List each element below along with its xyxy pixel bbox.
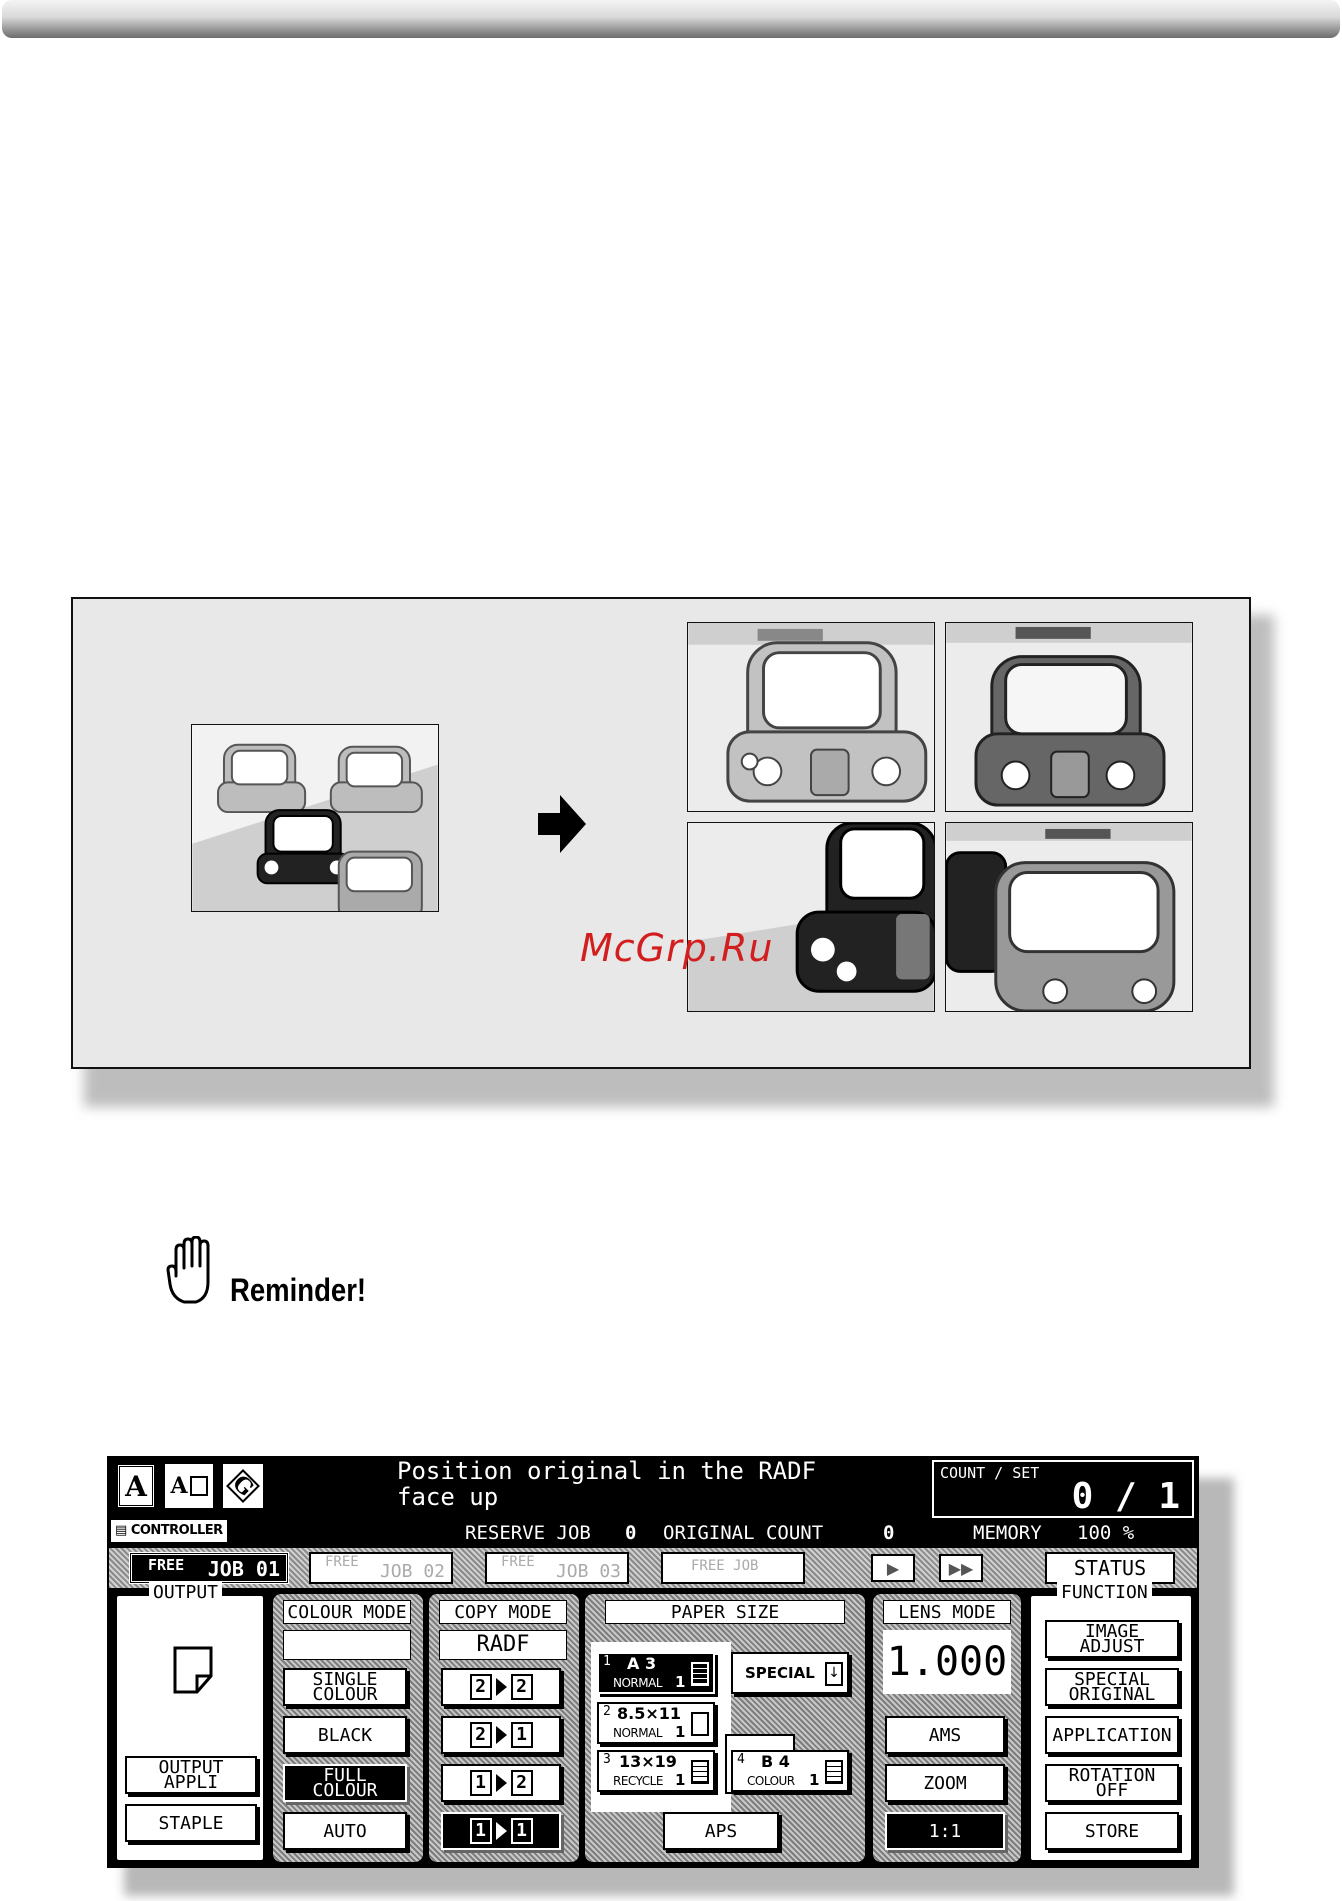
tray-number: 3 — [603, 1752, 611, 1767]
fast-forward-icon[interactable]: ▶▶ — [939, 1554, 983, 1582]
special-tray-label: SPECIAL — [745, 1664, 815, 1682]
paper-stack-icon — [691, 1712, 709, 1736]
play-icon[interactable]: ▶ — [871, 1554, 915, 1582]
copy-from-number: 1 — [470, 1818, 492, 1844]
tray-size: B 4 — [761, 1752, 790, 1771]
original-count-value: 0 — [883, 1522, 895, 1544]
zoom-button[interactable]: ZOOM — [885, 1764, 1005, 1802]
car-closeup-picture — [946, 823, 1192, 1011]
copy-mode-title: COPY MODE — [439, 1600, 567, 1624]
enlarged-image-1 — [687, 622, 935, 812]
job-tab-3[interactable] — [485, 1552, 629, 1584]
tray-count: 1 — [675, 1771, 686, 1789]
copy-from-number: 2 — [470, 1722, 492, 1748]
tray-number: 1 — [603, 1654, 611, 1669]
print-mode-icon-letter: G — [227, 1470, 259, 1502]
radf-display: RADF — [439, 1630, 567, 1660]
paper-tray-2-button[interactable] — [597, 1702, 715, 1744]
controller-label-text: CONTROLLER — [130, 1523, 223, 1538]
paper-size-title: PAPER SIZE — [605, 1600, 845, 1624]
copy-direction-icon — [496, 1726, 507, 1744]
job-tab-free-label: FREE — [325, 1554, 359, 1570]
image-adjust-button[interactable]: IMAGE ADJUST — [1045, 1620, 1179, 1658]
special-original-button[interactable]: SPECIAL ORIGINAL — [1045, 1668, 1179, 1706]
job-tab-1[interactable] — [129, 1552, 289, 1584]
original-image — [191, 724, 439, 912]
paper-stack-icon — [691, 1662, 709, 1686]
paper-tray-3-button[interactable] — [597, 1750, 715, 1792]
tray-size: 8.5×11 — [617, 1704, 682, 1723]
copy-direction-icon — [496, 1774, 507, 1792]
status-button[interactable]: STATUS — [1045, 1552, 1175, 1584]
application-button[interactable]: APPLICATION — [1045, 1716, 1179, 1754]
count-set-value: 0 / 1 — [1071, 1476, 1180, 1517]
copy-from-number: 1 — [470, 1770, 492, 1796]
colour-mode-section — [273, 1594, 423, 1862]
status-message: Position original in the RADF face up — [397, 1457, 817, 1511]
job-tab-free-label: FREE — [148, 1556, 185, 1574]
memory-label: MEMORY — [973, 1522, 1042, 1544]
job-tab-free-label: FREE JOB — [691, 1558, 759, 1574]
zoom-ratio-display: 1.000 — [883, 1630, 1011, 1694]
reserve-job-label: RESERVE JOB — [465, 1522, 591, 1544]
memory-value: 100 % — [1077, 1522, 1135, 1544]
ams-button[interactable]: AMS — [885, 1716, 1005, 1754]
job-tab-number: JOB 03 — [555, 1561, 621, 1582]
tray-size: 13×19 — [619, 1752, 677, 1771]
duplex-2-to-2-button[interactable] — [441, 1668, 561, 1706]
arrow-right-icon — [538, 795, 586, 853]
tray-number: 2 — [603, 1704, 611, 1719]
output-title: OUTPUT — [149, 1582, 222, 1603]
copy-to-number: 1 — [511, 1722, 533, 1748]
copy-from-number: 2 — [470, 1674, 492, 1700]
black-button[interactable]: BLACK — [283, 1716, 407, 1754]
job-tab-free-label: FREE — [501, 1554, 535, 1570]
car-closeup-picture — [688, 623, 934, 811]
copy-direction-icon — [496, 1678, 507, 1696]
reserve-job-value: 0 — [625, 1522, 637, 1544]
colour-mode-title: COLOUR MODE — [283, 1600, 411, 1624]
controller-label: ▤ CONTROLLER — [111, 1520, 227, 1542]
job-tabs-row — [109, 1548, 1199, 1588]
reminder-label: Reminder! — [230, 1272, 367, 1308]
scan-mode-icon[interactable] — [165, 1464, 213, 1508]
tray-size: A 3 — [627, 1654, 657, 1673]
enlarged-image-2 — [945, 622, 1193, 812]
car-closeup-picture — [946, 623, 1192, 811]
rotation-off-button[interactable]: ROTATION OFF — [1045, 1764, 1179, 1802]
job-tab-2[interactable] — [309, 1552, 453, 1584]
paper-tray-4-button[interactable] — [731, 1750, 849, 1792]
car-closeup-picture — [688, 823, 934, 1011]
function-section — [1029, 1582, 1193, 1862]
tray-paper-type: NORMAL — [613, 1676, 663, 1690]
paper-tray-1-button[interactable] — [597, 1652, 715, 1694]
paper-size-section — [585, 1594, 865, 1862]
duplex-2-to-1-button[interactable] — [441, 1716, 561, 1754]
tray-count: 1 — [675, 1673, 686, 1691]
aps-button[interactable]: APS — [663, 1812, 779, 1850]
single-colour-button[interactable]: SINGLE COLOUR — [283, 1668, 407, 1706]
duplex-1-to-2-button[interactable] — [441, 1764, 561, 1802]
copier-control-panel — [107, 1456, 1199, 1868]
count-set-box — [932, 1460, 1194, 1518]
output-appli-button[interactable]: OUTPUT APPLI — [125, 1756, 257, 1794]
header-bar — [2, 0, 1340, 38]
count-set-label: COUNT / SET — [940, 1464, 1040, 1482]
job-tab-4[interactable] — [661, 1552, 805, 1584]
paper-stack-icon — [691, 1760, 709, 1784]
lens-mode-title: LENS MODE — [883, 1600, 1011, 1624]
copy-mode-section — [429, 1594, 579, 1862]
copy-mode-icon[interactable] — [117, 1464, 155, 1508]
staple-button[interactable]: STAPLE — [125, 1804, 257, 1842]
colour-mode-display — [283, 1630, 411, 1660]
tray-paper-type: RECYCLE — [613, 1774, 663, 1788]
output-section — [115, 1582, 265, 1862]
scan-mode-icon-letter: A — [170, 1473, 188, 1499]
copy-mode-icon-letter: A — [125, 1469, 147, 1503]
hand-icon — [166, 1236, 220, 1306]
job-tab-number: JOB 01 — [207, 1557, 280, 1581]
original-cars-picture — [192, 725, 438, 911]
store-button[interactable]: STORE — [1045, 1812, 1179, 1850]
tray-paper-type: NORMAL — [613, 1726, 663, 1740]
print-mode-icon[interactable] — [223, 1464, 263, 1508]
tray-count: 1 — [809, 1771, 820, 1789]
copy-to-number: 2 — [511, 1770, 533, 1796]
job-tab-number: JOB 02 — [379, 1561, 445, 1582]
special-tray-arrow-icon: ↓ — [825, 1662, 843, 1686]
watermark-text: McGrp.Ru — [580, 926, 774, 970]
special-tray-button[interactable] — [731, 1652, 849, 1694]
paper-stack-icon — [825, 1760, 843, 1784]
function-title: FUNCTION — [1057, 1582, 1152, 1603]
output-tray-icon — [173, 1646, 213, 1694]
copy-to-number: 2 — [511, 1674, 533, 1700]
tray-number: 4 — [737, 1752, 745, 1767]
duplex-1-to-1-button[interactable] — [441, 1812, 561, 1850]
copy-direction-icon — [496, 1822, 507, 1840]
full-colour-button[interactable]: FULL COLOUR — [283, 1764, 407, 1802]
enlarged-image-4 — [945, 822, 1193, 1012]
original-count-label: ORIGINAL COUNT — [663, 1522, 824, 1544]
enlarged-image-3 — [687, 822, 935, 1012]
tray-count: 1 — [675, 1723, 686, 1741]
auto-button[interactable]: AUTO — [283, 1812, 407, 1850]
lens-mode-section — [873, 1594, 1021, 1862]
copy-to-number: 1 — [511, 1818, 533, 1844]
tray-paper-type: COLOUR — [747, 1774, 795, 1788]
one-to-one-button[interactable]: 1:1 — [885, 1812, 1005, 1850]
